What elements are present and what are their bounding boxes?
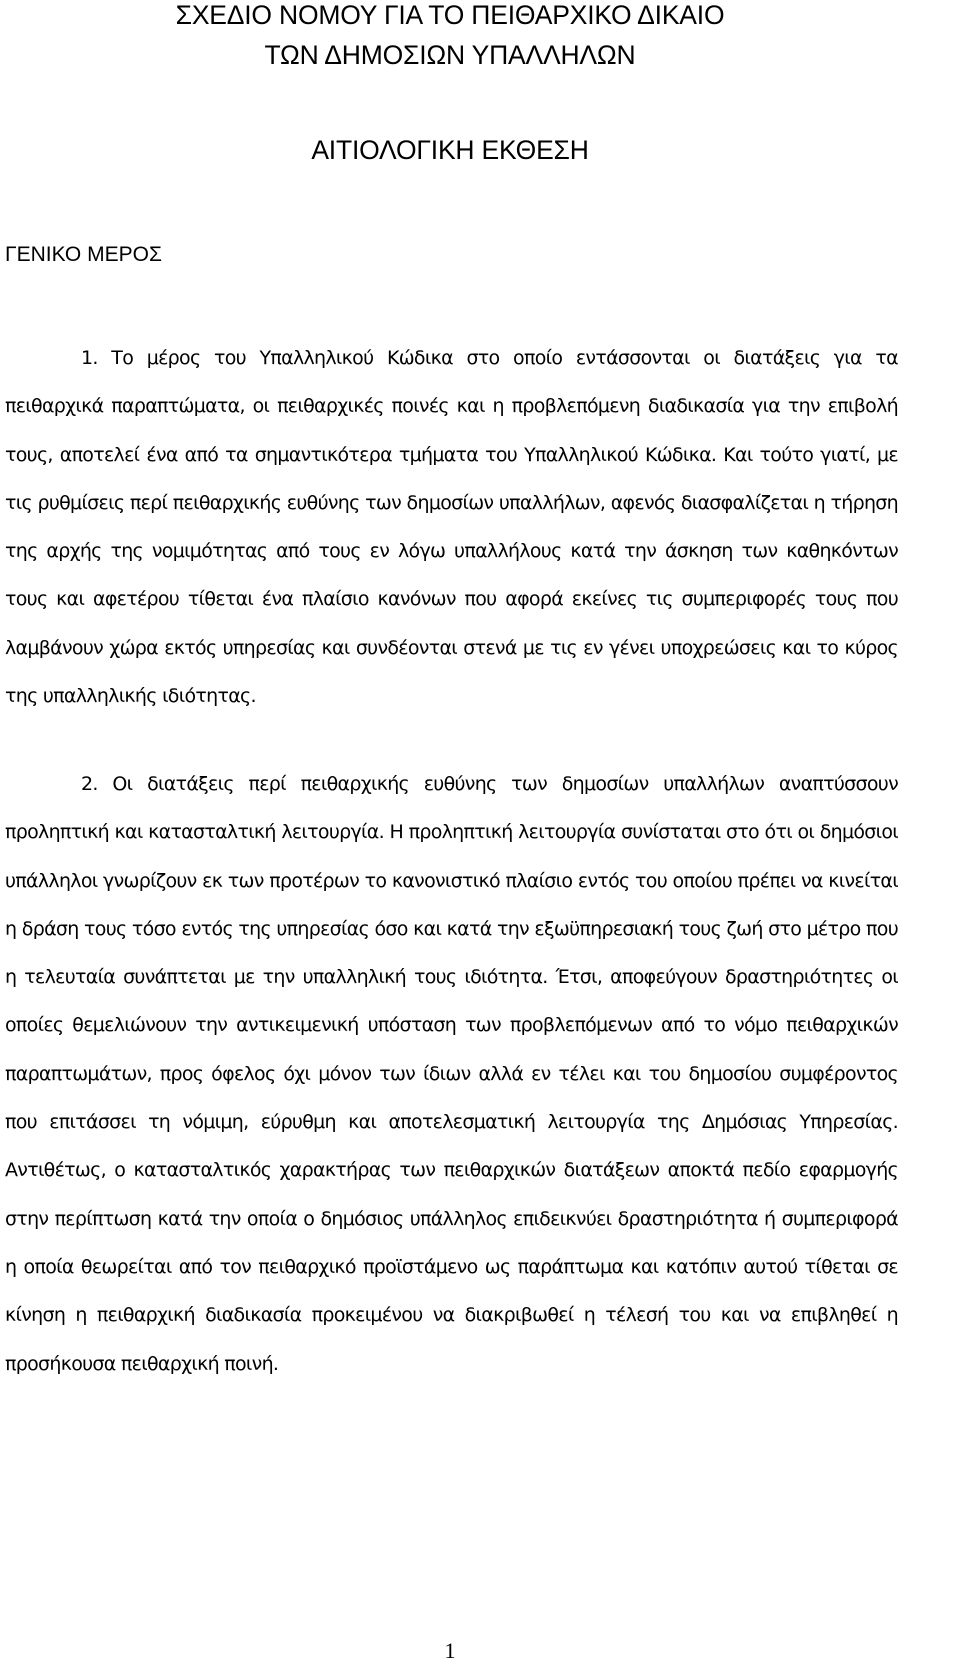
paragraph-1: 1. Το μέρος του Υπαλληλικού Κώδικα στο οποίο εντάσσονται οι διατάξεις για τα πειθαρχικά παραπτώματα, οι πειθαρχικές ποινές και η προβλεπόμενη διαδικασία για την επιβολή τους, αποτελεί ένα από τα σημαντικότερα τμήματα του Υπαλληλικού Κώδικα. Και τούτο γιατί, με τις ρυθμίσεις περί πειθαρχικής ευθύνης των δημοσίων υπαλλήλων, αφενός διασφαλίζεται η τήρηση της αρχής της νομιμότητας από τους εν λόγω υπαλλήλους κατά την άσκηση των καθηκόντων τους και αφετέρου τίθεται ένα πλαίσιο κανόνων που αφορά εκείνες τις συμπεριφορές τους που λαμβάνουν χώρα εκτός υπηρεσίας και συνδέονται στενά με τις εν γένει υποχρεώσεις και το κύρος της υπαλληλικής ιδιότητας. <box>5 347 898 708</box>
page-number: 1 <box>444 1638 456 1663</box>
section-heading: ΓΕΝΙΚΟ ΜΕΡΟΣ <box>5 243 162 266</box>
paragraph-2: 2. Οι διατάξεις περί πειθαρχικής ευθύνης των δημοσίων υπαλλήλων αναπτύσσουν προληπτική και κατασταλτική λειτουργία. Η προληπτική λειτουργία συνίσταται στο ότι οι δημόσιοι υπάλληλοι γνωρίζουν εκ των προτέρων το κανονιστικό πλαίσιο εντός του οποίου πρέπει να κινείται η δράση τους τόσο εντός της υπηρεσίας όσο και κατά την εξωϋπηρεσιακή τους ζωή στο μέτρο που η τελευταία συνάπτεται με την υπαλληλική τους ιδιότητα. Έτσι, αποφεύγουν δραστηριότητες οι οποίες θεμελιώνουν την αντικειμενική υπόσταση των προβλεπόμενων από το νόμο πειθαρχικών παραπτωμάτων, προς όφελος όχι μόνον των ίδιων αλλά εν τέλει και του δημοσίου συμφέροντος που επιτάσσει τη νόμιμη, εύρυθμη και αποτελεσματική λειτουργία της Δημόσιας Υπηρεσίας. Αντιθέτως, ο κατασταλτικός χαρακτήρας των πειθαρχικών διατάξεων αποκτά πεδίο εφαρμογής στην περίπτωση κατά την οποία ο δημόσιος υπάλληλος επιδεικνύει δραστηριότητα ή συμπεριφορά η οποία θεωρείται από τον πειθαρχικό προϊστάμενο ως παράπτωμα και κατόπιν αυτού τίθεται σε κίνηση η πειθαρχική διαδικασία προκειμένου να διακριβωθεί η τέλεσή του και να επιβληθεί η προσήκουσα πειθαρχική ποινή. <box>5 773 898 1375</box>
document-subtitle: ΑΙΤΙΟΛΟΓΙΚΗ ΕΚΘΕΣΗ <box>311 135 589 165</box>
document-title-line-1: ΣΧΕΔΙΟ ΝΟΜΟΥ ΓΙΑ ΤΟ ΠΕΙΘΑΡΧΙΚΟ ΔΙΚΑΙΟ <box>175 0 725 30</box>
document-title-line-2: ΤΩΝ ΔΗΜΟΣΙΩΝ ΥΠΑΛΛΗΛΩΝ <box>264 40 636 70</box>
